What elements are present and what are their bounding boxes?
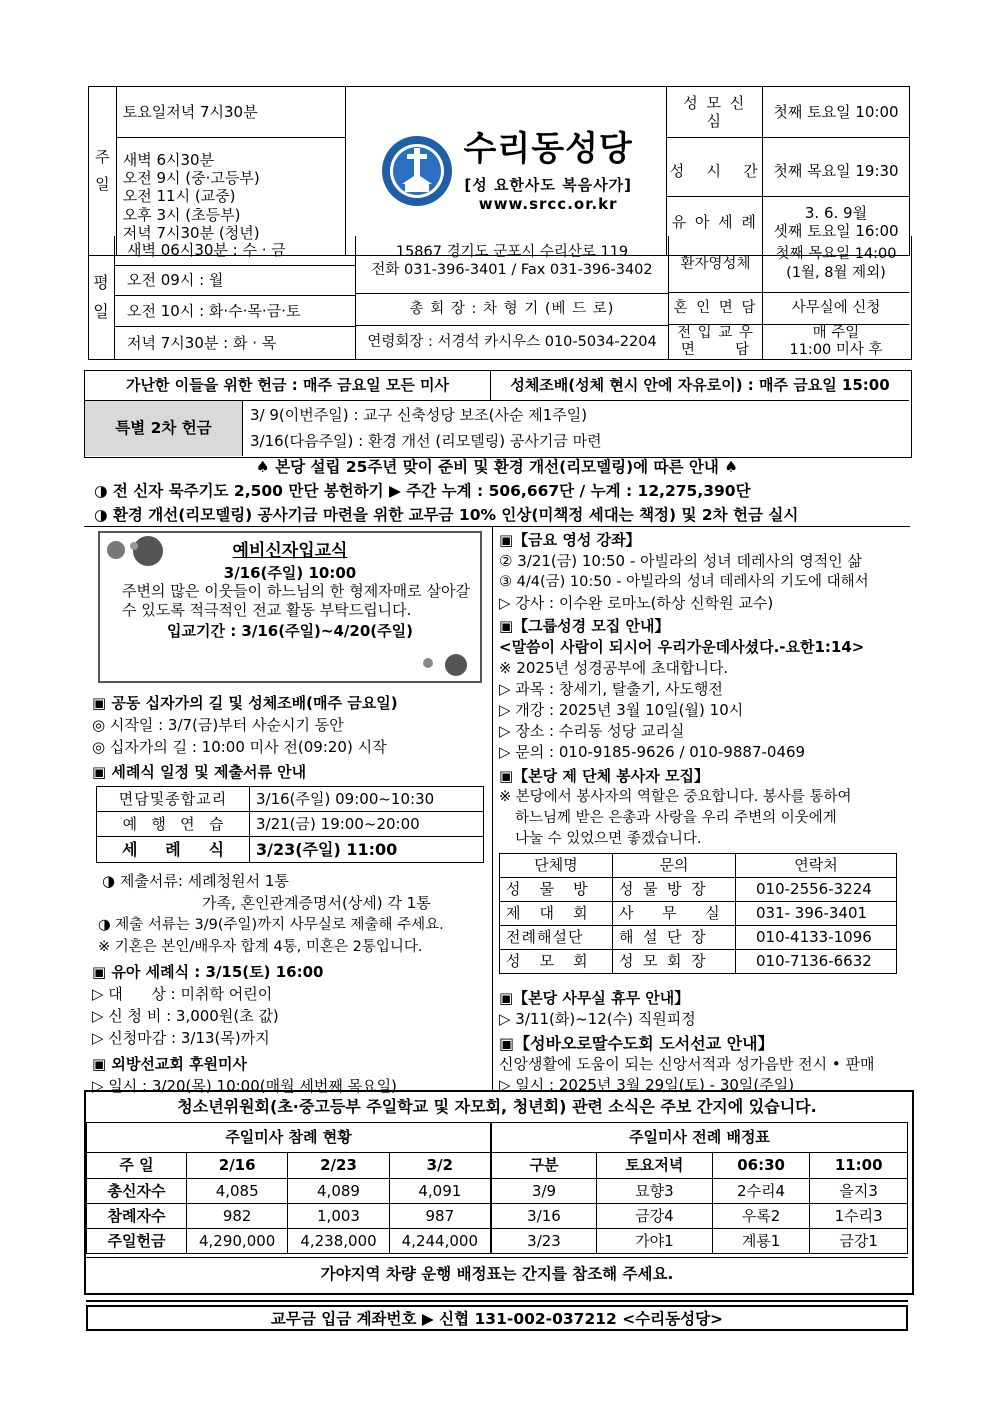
youth-notice: 청소년위원회(초·중고등부 주일학교 및 자모회, 청년회) 관련 소식은 주보 간지에 있습니다.	[86, 1092, 908, 1123]
church-contact	[356, 236, 668, 359]
lecture-line-3: ▷ 강사 : 이수완 로마노(하상 신학원 교수)	[499, 594, 774, 612]
infant-line-2: ▷ 신 청 비 : 3,000원(초 값)	[92, 1007, 279, 1025]
attendance-cell: 4,091	[389, 1179, 490, 1204]
table-row: 성 물 방	[500, 878, 613, 902]
infant-line-1: ▷ 대 상 : 미취학 어린이	[92, 985, 273, 1003]
baptism-value-3: 3/23(주일) 11:00	[250, 837, 484, 863]
weekday-mass-2: 오전 09시 : 월	[115, 266, 355, 296]
lecture-line-1: ② 3/21(금) 10:50 - 아빌라의 성녀 데레사의 영적인 삶	[499, 552, 862, 570]
liturgy-head: 06:30	[712, 1153, 810, 1179]
liturgy-cell: 묘향3	[597, 1179, 713, 1204]
liturgy-cell: 3/16	[492, 1204, 597, 1229]
attendance-head: 2/16	[187, 1153, 288, 1179]
liturgy-table	[491, 1122, 908, 1254]
liturgy-title: 주일미사 전례 배정표	[492, 1123, 908, 1153]
baptism-table	[96, 786, 484, 863]
church-website[interactable]: www.srcc.or.kr	[478, 194, 618, 213]
schedule-label-1: 성 시 간	[667, 146, 762, 197]
weekday-label: 평 일	[88, 236, 115, 359]
bible-line-2: ▷ 과목 : 창세기, 탈출기, 사도행전	[499, 680, 723, 698]
bible-line-3: ▷ 개강 : 2025년 3월 10일(월) 10시	[499, 701, 744, 719]
weekday-mass-1: 새벽 06시30분 : 수 · 금	[115, 236, 355, 266]
church-patron: [성 요한사도 복음사가]	[464, 176, 632, 195]
cross-title: ▣ 공동 십자가의 길 및 성체조배(매주 금요일)	[92, 694, 398, 712]
cross-line-2: ◎ 십자가의 길 : 10:00 미사 전(09:20) 시작	[92, 738, 387, 756]
volunteer-head-3: 연락처	[736, 854, 897, 878]
account-info: 교무금 입금 계좌번호 ▶ 신협 131-002-037212 <수리동성당>	[86, 1305, 908, 1331]
liturgy-cell: 계룡1	[712, 1229, 810, 1254]
baptism-value-1: 3/16(주일) 09:00~10:30	[250, 787, 484, 812]
cross-line-1: ◎ 시작일 : 3/7(금)부터 사순시기 동안	[92, 716, 344, 734]
sunday-label: 주 일	[89, 87, 117, 256]
baptism-label-3: 세 례 식	[97, 837, 250, 863]
catechumen-period: 입교기간 : 3/16(주일)~4/20(주일)	[167, 622, 413, 641]
special-collection-lines	[250, 402, 900, 454]
special-collection-label: 특별 2차 헌금	[85, 401, 243, 456]
attendance-cell: 982	[187, 1204, 288, 1229]
bible-line-1: ※ 2025년 성경공부에 초대합니다.	[499, 659, 729, 677]
table-row: 010-7136-6632	[736, 950, 897, 974]
weekday-masses	[115, 236, 355, 359]
baptism-title: ▣ 세례식 일정 및 제출서류 안내	[92, 763, 307, 781]
liturgy-cell: 을지3	[810, 1179, 908, 1204]
attendance-head: 2/23	[288, 1153, 389, 1179]
book-line-2: ▷ 일시 : 2025년 3월 29일(토) - 30일(주일)	[499, 1076, 795, 1094]
bible-quote: <말씀이 사람이 되시어 우리가운데사셨다.-요한1:14>	[499, 638, 865, 656]
attendance-head: 주 일	[87, 1153, 187, 1179]
lecture-line-2: ③ 4/4(금) 10:50 - 아빌라의 성녀 데레사의 기도에 대해서	[499, 574, 869, 590]
attendance-cell: 참례자수	[87, 1204, 187, 1229]
attendance-table	[86, 1122, 491, 1254]
special-line-1: 3/ 9(이번주일) : 교구 신축성당 보조(사순 제1주일)	[250, 406, 588, 424]
volunteer-text-1: ※ 본당에서 봉사자의 역할은 중요합니다. 봉사를 통하여	[499, 789, 852, 805]
weekday-mass-3: 오전 10시 : 화·수·목·금·토	[115, 296, 355, 327]
anniversary-title: ♠ 본당 설립 25주년 맞이 준비 및 환경 개선(리모델링)에 따른 안내 ♠	[255, 458, 739, 476]
liturgy-cell: 2수리4	[712, 1179, 810, 1204]
attendance-head: 3/2	[389, 1153, 490, 1179]
liturgy-cell: 1수리3	[810, 1204, 908, 1229]
church-logo-icon	[380, 134, 454, 208]
church-address: 15867 경기도 군포시 수리산로 119	[395, 244, 629, 260]
catechumen-title: 예비신자입교식	[232, 541, 348, 561]
anniversary-line-2: ◑ 환경 개선(리모델링) 공사기금 마련을 위한 교무금 10% 인상(미책정 세대는 책정) 및 2차 헌금 실시	[94, 506, 799, 524]
liturgy-cell: 우록2	[712, 1204, 810, 1229]
table-row	[492, 1179, 908, 1204]
sunday-mass-5: 저녁 7시30분 (청년)	[122, 223, 260, 242]
attendance-cell: 4,290,000	[187, 1229, 288, 1254]
catechumen-box	[98, 531, 482, 683]
book-line-1: 신앙생활에 도움이 되는 신앙서적과 성가음반 전시 • 판매	[499, 1055, 875, 1073]
bible-line-4: ▷ 장소 : 수리동 성당 교리실	[499, 722, 685, 740]
schedule-value-5: 매 주일 11:00 미사 후	[789, 325, 883, 358]
table-row: 010-2556-3224	[736, 878, 897, 902]
church-name: 수리동성당	[463, 128, 633, 169]
mission-title: ▣ 외방선교회 후원미사	[92, 1055, 248, 1073]
table-row	[87, 1153, 491, 1179]
volunteer-table	[499, 853, 897, 974]
attendance-cell: 4,089	[288, 1179, 389, 1204]
schedule-label-0: 성 모 신 심	[667, 87, 763, 138]
decorative-dots-icon	[102, 535, 172, 569]
church-title-cell	[345, 87, 667, 256]
table-row	[87, 1204, 491, 1229]
table-row	[492, 1229, 908, 1254]
attendance-title: 주일미사 참례 현황	[87, 1123, 491, 1153]
right-column	[499, 530, 909, 1096]
schedule-labels-low	[669, 236, 762, 359]
sunday-saturday-mass: 토요일저녁 7시30분	[116, 87, 345, 138]
catechumen-body: 주변의 많은 이웃들이 하느님의 한 형제자매로 살아갈 수 있도록 적극적인 전교 활동 부탁드립니다.	[122, 582, 470, 620]
attendance-cell: 4,238,000	[288, 1229, 389, 1254]
attendance-cell: 주일헌금	[87, 1229, 187, 1254]
sunday-mass-3: 오전 11시 (교중)	[122, 187, 236, 206]
bible-line-5: ▷ 문의 : 010-9185-9626 / 010-9887-0469	[499, 743, 806, 761]
baptism-value-2: 3/21(금) 19:00~20:00	[250, 812, 484, 837]
volunteer-head-1: 단체명	[500, 854, 613, 878]
book-title: ▣【성바오로딸수도회 도서선교 안내】	[499, 1034, 774, 1053]
weekday-mass-4: 저녁 7시30분 : 화 · 목	[127, 334, 277, 352]
table-row: 사 무 실	[613, 902, 736, 926]
schedule-label-4: 혼 인 면 담	[669, 293, 762, 325]
table-row: 해 설 단 장	[613, 926, 736, 950]
baptism-label-1: 면담및종합교리	[97, 787, 250, 812]
left-column	[92, 692, 487, 1097]
table-row: 031- 396-3401	[736, 902, 897, 926]
bible-title: ▣【그룹성경 모집 안내】	[499, 617, 670, 635]
attendance-cell: 4,244,000	[389, 1229, 490, 1254]
attendance-cell: 987	[389, 1204, 490, 1229]
liturgy-cell: 3/23	[492, 1229, 597, 1254]
volunteer-head-2: 문의	[613, 854, 736, 878]
special-line-2: 3/16(다음주일) : 환경 개선 (리모델링) 공사기금 마련	[250, 432, 602, 450]
decorative-dots-icon-2	[418, 649, 478, 679]
liturgy-head: 구분	[492, 1153, 597, 1179]
table-row	[492, 1204, 908, 1229]
adoration-info: 성체조배(성체 현시 안에 자유로이) : 매주 금요일 15:00	[491, 370, 909, 401]
schedule-label-3: 환자영성체	[669, 236, 762, 293]
lecture-title: ▣【금요 영성 강좌】	[499, 531, 641, 549]
infant-title: ▣ 유아 세례식 : 3/15(토) 16:00	[92, 963, 324, 981]
catechumen-date: 3/16(주일) 10:00	[223, 563, 357, 582]
header-table	[88, 86, 910, 256]
church-phone: 전화 031-396-3401 / Fax 031-396-3402	[371, 261, 653, 278]
schedule-value-3: 첫째 목요일 14:00 (1월, 8월 제외)	[763, 236, 909, 293]
schedule-values-low	[763, 236, 909, 359]
table-row	[87, 1229, 491, 1254]
schedule-value-0: 첫째 토요일 10:00	[763, 87, 910, 138]
docs-line-1: ◑ 제출서류: 세례청원서 1통	[102, 872, 289, 890]
poor-collection: 가난한 이들을 위한 헌금 : 매주 금요일 모든 미사	[85, 370, 491, 401]
vehicle-notice: 가야지역 차량 운행 배정표는 간지를 참조해 주세요.	[86, 1257, 908, 1290]
docs-line-2: 가족, 혼인관계증명서(상세) 각 1통	[202, 894, 431, 912]
sunday-mass-4: 오후 3시 (초등부)	[122, 205, 241, 224]
volunteer-text-2: 하느님께 받은 은총과 사랑을 우리 주변의 이웃에게	[515, 810, 837, 826]
volunteer-title: ▣【본당 제 단체 봉사자 모집】	[499, 767, 709, 785]
volunteer-text-3: 나눌 수 있었으면 좋겠습니다.	[515, 831, 702, 847]
docs-line-4: ※ 기혼은 본인/배우자 합계 4통, 미혼은 2통입니다.	[98, 939, 423, 955]
table-row: 성 모 회 장	[613, 950, 736, 974]
office-line: ▷ 3/11(화)~12(수) 직원피정	[499, 1010, 696, 1028]
liturgy-head: 토요저녁	[597, 1153, 713, 1179]
table-row	[87, 1179, 491, 1204]
attendance-cell: 4,085	[187, 1179, 288, 1204]
liturgy-cell: 금강4	[597, 1204, 713, 1229]
docs-line-3: ◑ 제출 서류는 3/9(주일)까지 사무실로 제출해 주세요.	[98, 917, 444, 933]
anniversary-line-1: ◑ 전 신자 묵주기도 2,500 만단 봉헌하기 ▶ 주간 누계 : 506,667단 / 누계 : 12,275,390단	[94, 482, 751, 500]
sunday-mass-2: 오전 9시 (중·고등부)	[122, 169, 260, 188]
table-row: 전례해설단	[500, 926, 613, 950]
liturgy-head: 11:00	[810, 1153, 908, 1179]
sunday-mass-1: 새벽 6시30분	[122, 150, 215, 169]
liturgy-cell: 3/9	[492, 1179, 597, 1204]
table-row: 성 물 방 장	[613, 878, 736, 902]
table-row: 제 대 회	[500, 902, 613, 926]
attendance-cell: 총신자수	[87, 1179, 187, 1204]
church-elder: 연령회장 : 서경석 카시우스 010-5034-2204	[356, 325, 668, 359]
office-title: ▣【본당 사무실 휴무 안내】	[499, 989, 690, 1007]
schedule-value-1: 첫째 목요일 19:30	[763, 146, 909, 197]
mission-line: ▷ 일시 : 3/20(목) 10:00(매월 세번째 목요일)	[92, 1077, 397, 1095]
attendance-cell: 1,003	[288, 1204, 389, 1229]
table-row: 010-4133-1096	[736, 926, 897, 950]
liturgy-cell: 가야1	[597, 1229, 713, 1254]
baptism-label-2: 예 행 연 습	[97, 812, 250, 837]
church-president: 총 회 장 : 차 형 기 (베 드 로)	[356, 293, 668, 325]
schedule-value-2: 3. 6. 9월 셋째 토요일 16:00	[773, 203, 899, 240]
table-row: 성 모 회	[500, 950, 613, 974]
schedule-value-4: 사무실에 신청	[763, 293, 909, 325]
table-row	[492, 1153, 908, 1179]
liturgy-cell: 금강1	[810, 1229, 908, 1254]
schedule-label-2: 유 아 세 례	[671, 213, 758, 231]
schedule-label-5: 전 입 교 우 면 담	[677, 325, 754, 358]
infant-line-3: ▷ 신청마감 : 3/13(목)까지	[92, 1029, 270, 1047]
